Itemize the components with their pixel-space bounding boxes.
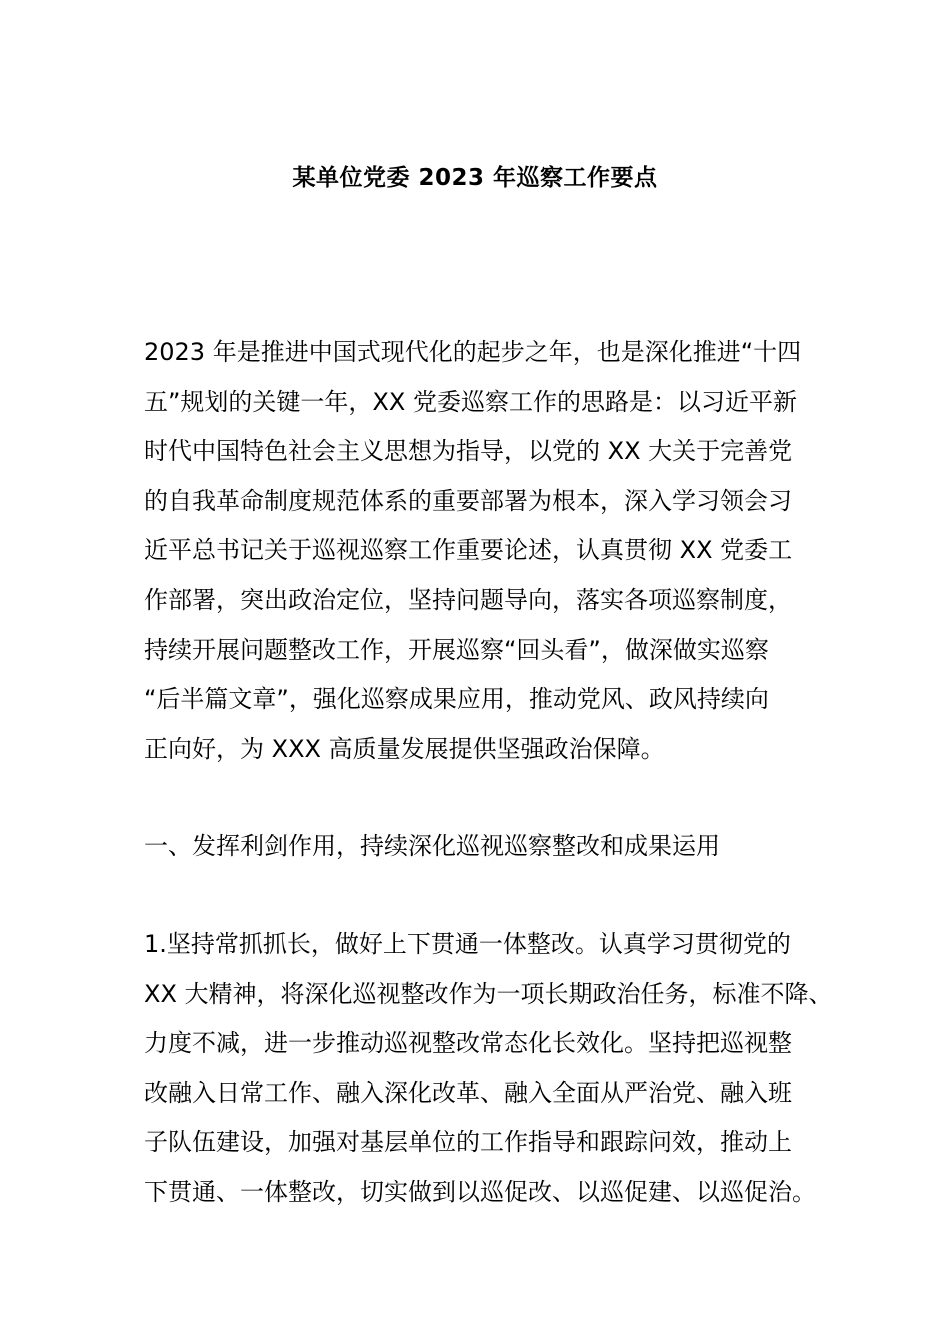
paragraph-line: 子队伍建设，加强对基层单位的工作指导和跟踪问效，推动上	[144, 1128, 792, 1157]
paragraph-line: “后半篇文章”，强化巡察成果应用，推动党风、政风持续向	[144, 685, 769, 714]
paragraph-line: 五”规划的关键一年，XX 党委巡察工作的思路是：以习近平新	[144, 387, 797, 416]
paragraph-line: 下贯通、一体整改，切实做到以巡促改、以巡促建、以巡促治。	[144, 1177, 816, 1206]
paragraph-line: 1.坚持常抓抓长，做好上下贯通一体整改。认真学习贯彻党的	[144, 930, 791, 958]
paragraph-line: 2023 年是推进中国式现代化的起步之年，也是深化推进“十四	[144, 338, 802, 366]
section-heading-text: 一、发挥利剑作用，持续深化巡视巡察整改和成果运用	[144, 832, 720, 860]
paragraph-line: 时代中国特色社会主义思想为指导，以党的 XX 大关于完善党	[144, 437, 793, 466]
paragraph-line: 作部署，突出政治定位，坚持问题导向，落实各项巡察制度，	[144, 585, 792, 614]
paragraph-line: XX 大精神，将深化巡视整改作为一项长期政治任务，标准不降、	[144, 979, 833, 1008]
paragraph-line: 近平总书记关于巡视巡察工作重要论述，认真贯彻 XX 党委工	[144, 536, 793, 565]
paragraph-line: 持续开展问题整改工作，开展巡察“回头看”，做深做实巡察	[144, 635, 769, 664]
paragraph-line: 力度不减，进一步推动巡视整改常态化长效化。坚持把巡视整	[144, 1029, 792, 1058]
paragraph-line: 正向好，为 XXX 高质量发展提供坚强政治保障。	[144, 734, 665, 763]
item-paragraph	[144, 920, 834, 1218]
paragraph-line: 改融入日常工作、融入深化改革、融入全面从严治党、融入班	[144, 1078, 792, 1107]
intro-paragraph	[144, 328, 834, 774]
paragraph-line: 的自我革命制度规范体系的重要部署为根本，深入学习领会习	[144, 486, 792, 515]
section-heading	[144, 822, 834, 872]
document-title: 某单位党委 2023 年巡察工作要点	[292, 165, 658, 191]
